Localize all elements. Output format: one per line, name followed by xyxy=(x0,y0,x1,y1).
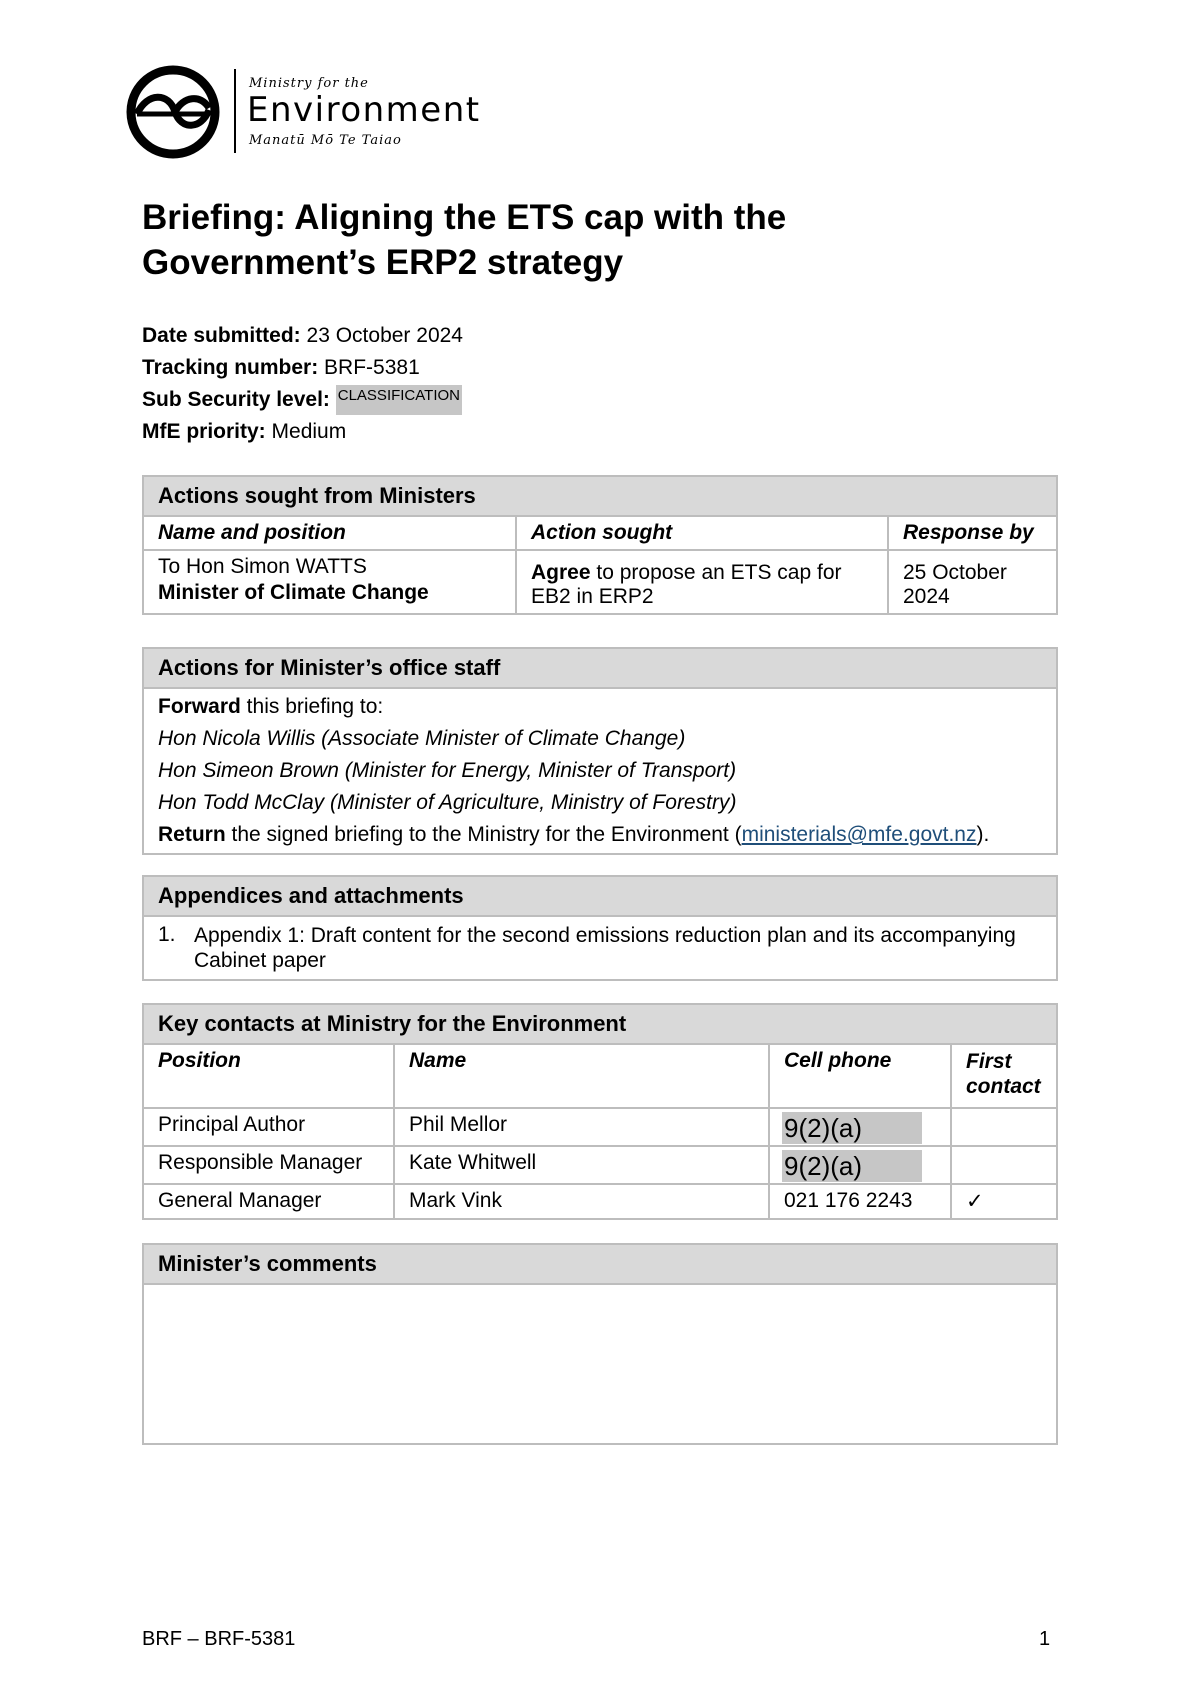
col-name-position: Name and position xyxy=(143,516,516,550)
meta-tracking: Tracking number: BRF-5381 xyxy=(142,356,420,379)
col-response-by: Response by xyxy=(888,516,1057,550)
footer-reference: BRF – BRF-5381 xyxy=(142,1628,296,1650)
response-cell: 25 October 2024 xyxy=(888,550,1057,614)
mfe-emblem-icon xyxy=(125,64,221,160)
phone-redaction: 9(2)(a) xyxy=(782,1112,922,1144)
table-row: Responsible Manager Kate Whitwell 9(2)(a) xyxy=(143,1146,1057,1184)
actions-ministers-table xyxy=(142,475,1058,615)
contacts-heading: Key contacts at Ministry for the Environment xyxy=(143,1004,1057,1044)
table-row: General Manager Mark Vink 021 176 2243 ✓ xyxy=(143,1184,1057,1219)
actions-office-body xyxy=(143,688,1057,854)
page-number: 1 xyxy=(1039,1628,1051,1650)
action-cell: Agree to propose an ETS cap for EB2 in ERP2 xyxy=(516,550,888,614)
forward-line: Forward this briefing to: xyxy=(158,695,384,718)
classification-redaction: CLASSIFICATION xyxy=(336,385,462,415)
appendices-heading: Appendices and attachments xyxy=(143,876,1057,916)
meta-date: Date submitted: 23 October 2024 xyxy=(142,324,463,347)
comments-table xyxy=(142,1243,1058,1445)
recipient-item: Hon Todd McClay (Minister of Agriculture, Ministry of Forestry) xyxy=(158,791,737,814)
col-contact-name: Name xyxy=(394,1044,769,1108)
phone-redaction: 9(2)(a) xyxy=(782,1150,922,1182)
logo-line1: Ministry for the xyxy=(249,76,369,91)
briefing-title: Briefing: Aligning the ETS cap with the Government’s ERP2 strategy xyxy=(142,198,787,282)
first-contact-check-icon: ✓ xyxy=(951,1184,1057,1219)
minister-cell: To Hon Simon WATTS Minister of Climate Change xyxy=(143,550,516,614)
table-row: Principal Author Phil Mellor 9(2)(a) xyxy=(143,1108,1057,1146)
comments-heading: Minister’s comments xyxy=(143,1244,1057,1284)
logo-divider xyxy=(234,69,236,153)
recipient-item: Hon Nicola Willis (Associate Minister of Climate Change) xyxy=(158,727,686,750)
comments-area[interactable] xyxy=(143,1284,1057,1444)
ministerials-email-link[interactable]: ministerials@mfe.govt.nz xyxy=(741,823,977,846)
actions-office-heading: Actions for Minister’s office staff xyxy=(143,648,1057,688)
col-action-sought: Action sought xyxy=(516,516,888,550)
meta-security: Sub Security level: CLASSIFICATION xyxy=(142,384,463,416)
col-first-contact: First contact xyxy=(951,1044,1057,1108)
col-cell-phone: Cell phone xyxy=(769,1044,951,1108)
col-position: Position xyxy=(143,1044,394,1108)
briefing-meta xyxy=(142,320,463,448)
actions-ministers-heading: Actions sought from Ministers xyxy=(143,476,1057,516)
appendices-table xyxy=(142,875,1058,981)
contacts-table xyxy=(142,1003,1058,1220)
meta-priority: MfE priority: Medium xyxy=(142,420,347,443)
mfe-logo xyxy=(125,64,485,164)
logo-line3: Manatū Mō Te Taiao xyxy=(249,133,402,148)
appendix-item: 1. Appendix 1: Draft content for the second emissions reduction plan and its accompanying Cabinet paper xyxy=(143,916,1057,980)
actions-office-table xyxy=(142,647,1058,855)
recipient-item: Hon Simeon Brown (Minister for Energy, Minister of Transport) xyxy=(158,759,737,782)
return-line: Return the signed briefing to the Ministry for the Environment (ministerials@mfe.govt.nz). xyxy=(158,823,990,846)
logo-line2: Environment xyxy=(247,90,481,130)
